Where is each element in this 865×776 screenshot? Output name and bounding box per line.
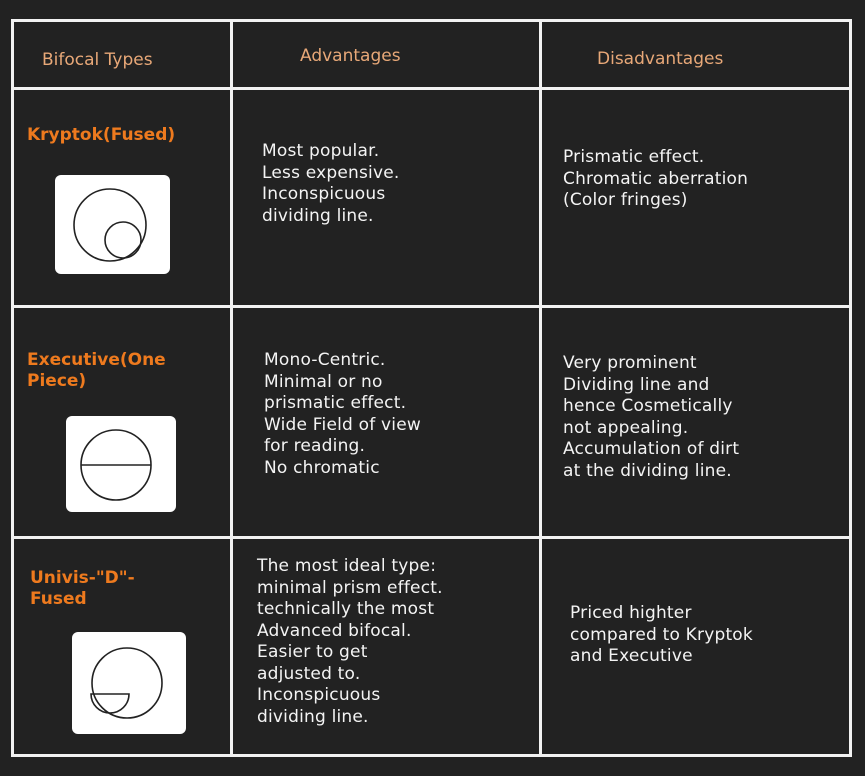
row-1-advantages: Most popular. Less expensive. Inconspicuous dividing line. bbox=[262, 141, 400, 226]
row-2-disadvantages: Very prominent Dividing line and hence Cosmetically not appealing. Accumulation of dirt at the dividing line. bbox=[563, 353, 740, 481]
row-2-type-name: Executive(One Piece) bbox=[27, 350, 166, 391]
row-3-advantages: The most ideal type: minimal prism effect. technically the most Advanced bifocal. Easier to get adjusted to. Inconspicuous dividing line. bbox=[257, 556, 443, 727]
table-border-top bbox=[11, 19, 852, 22]
d-segment-bifocal-lens-icon bbox=[72, 632, 186, 734]
executive-bifocal-lens-icon bbox=[66, 416, 176, 512]
table-column-divider-1 bbox=[230, 19, 233, 757]
fused-bifocal-lens-icon bbox=[55, 175, 170, 274]
table-row-divider-1 bbox=[11, 305, 852, 308]
table-border-bottom bbox=[11, 754, 852, 757]
table-row-divider-2 bbox=[11, 536, 852, 539]
header-advantages: Advantages bbox=[300, 46, 401, 66]
row-3-disadvantages: Priced highter compared to Kryptok and Executive bbox=[570, 603, 753, 666]
row-1-disadvantages: Prismatic effect. Chromatic aberration (Color fringes) bbox=[563, 147, 749, 210]
row-3-type-name: Univis-"D"- Fused bbox=[30, 568, 135, 609]
header-bifocal-types: Bifocal Types bbox=[42, 50, 153, 70]
table-border-left bbox=[11, 19, 14, 757]
table-column-divider-2 bbox=[539, 19, 542, 757]
table-header-divider bbox=[11, 87, 852, 90]
table-border-right bbox=[849, 19, 852, 757]
row-2-advantages: Mono-Centric. Minimal or no prismatic effect. Wide Field of view for reading. No chromatic bbox=[264, 350, 421, 478]
header-disadvantages: Disadvantages bbox=[597, 49, 724, 69]
row-1-type-name: Kryptok(Fused) bbox=[27, 125, 176, 145]
